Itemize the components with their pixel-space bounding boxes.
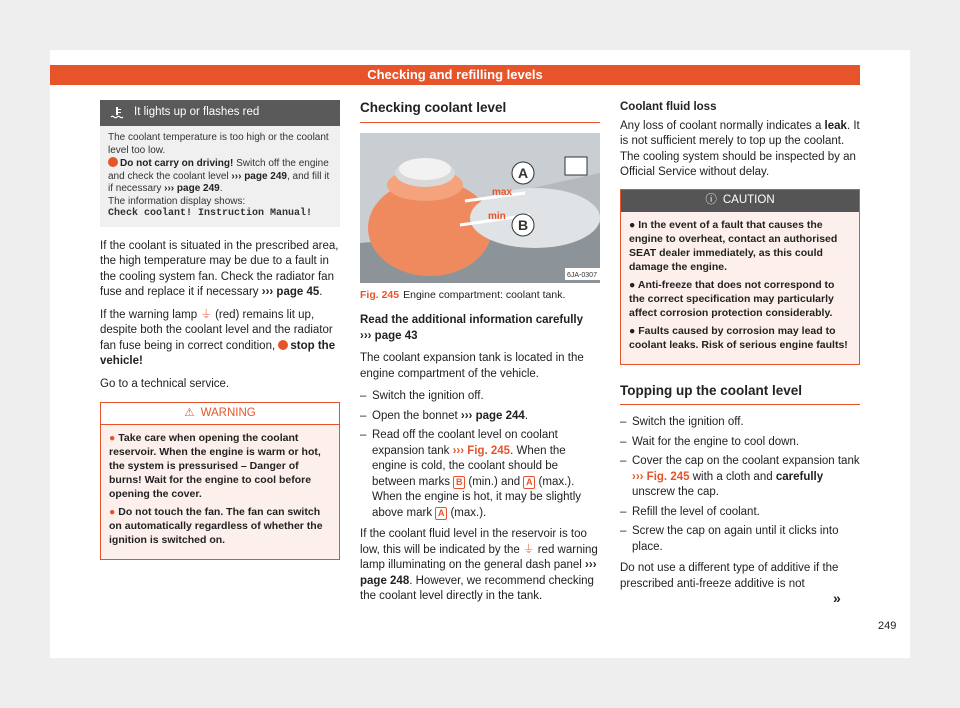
warning-box xyxy=(100,402,340,560)
coolant-warning-icon: ⏚ xyxy=(523,543,535,556)
paragraph-text: If the warning lamp xyxy=(100,308,198,321)
paragraph-text: red warning lamp illuminating on the general dash panel xyxy=(360,543,598,571)
page-number: 249 xyxy=(878,620,897,632)
paragraph: Go to a technical service. xyxy=(100,377,230,390)
step-text: (max.). xyxy=(447,506,487,519)
column-1 xyxy=(100,100,340,560)
bullet-icon: ● xyxy=(109,432,119,444)
figure-number: Fig. 245 xyxy=(360,288,400,301)
step-text: Read off the coolant level on coolant expansion tank xyxy=(372,429,558,457)
step-text: Switch the ignition off. xyxy=(372,390,484,402)
list-item xyxy=(629,278,851,320)
list-item-text: In the event of a fault that causes the engine to overheat, contact an authorised SEAT dealer immediately, as this could damage the engine. xyxy=(629,218,838,273)
info-circle-icon: ⓘ xyxy=(705,193,717,206)
list-item-text: Do not touch the fan. The fan can switch on automatically regardless of whether the ignition is switched on. xyxy=(109,506,323,546)
lamp-instruction xyxy=(108,157,334,196)
step: – Switch the ignition off. xyxy=(360,389,600,405)
step: – Screw the cap on again until it clicks into place. xyxy=(620,524,860,555)
mark-badge-a: A xyxy=(435,507,447,520)
coolant-warning-icon: ⏚ xyxy=(200,308,212,321)
warning-lamp-box xyxy=(100,100,340,227)
list-item-text: Anti-freeze that does not correspond to the correct specification may particularly affect corrosion protection considerably. xyxy=(629,278,835,319)
read-info xyxy=(360,313,600,344)
paragraph-text: . However, we recommend checking the coolant level directly in the tank. xyxy=(360,574,594,602)
paragraph-text: Any loss of coolant normally indicates a xyxy=(620,119,825,132)
list-item-text: Take care when opening the coolant reservoir. When the engine is warm or hot, the system is pressurised – Danger of burns! Wait for the engine to cool before opening the cover. xyxy=(109,432,321,500)
section-title: Checking coolant level xyxy=(360,100,600,123)
page-link[interactable]: ››› page 248 xyxy=(360,559,597,587)
continue-marker: » xyxy=(833,590,841,606)
paragraph: The coolant expansion tank is located in the engine compartment of the vehicle. xyxy=(360,352,584,380)
paragraph-text: (red) remains lit up, despite both the coolant level and the radiator fan fuse being in correct condition, xyxy=(100,308,333,352)
warning-header xyxy=(101,403,339,425)
caution-body xyxy=(621,212,859,364)
figure-code: 6JA-0307 xyxy=(567,271,597,279)
list-item xyxy=(109,431,331,501)
figure-caption-text: Engine compartment: coolant tank. xyxy=(403,288,566,301)
coolant-tank-illustration xyxy=(360,133,600,283)
bullet-icon: ● xyxy=(629,324,639,337)
caution-header xyxy=(621,190,859,212)
list-item xyxy=(629,324,851,352)
paragraph xyxy=(620,119,860,181)
page-link[interactable]: ››› page 249 xyxy=(164,183,220,194)
lamp-text-3: , and fill it if necessary xyxy=(108,170,330,194)
step: – Open the bonnet ››› page 244. xyxy=(360,409,529,422)
list-item xyxy=(109,505,331,547)
paragraph-text: If the coolant fluid level in the reservoir is too low, this will be indicated by the xyxy=(360,528,587,556)
figure-caption xyxy=(360,288,600,304)
step-text: (max.). When the engine is hot, it may be slightly above mark xyxy=(372,475,582,519)
figure-label-a: A xyxy=(518,164,529,181)
lamp-text-4: . xyxy=(219,183,223,194)
paragraph xyxy=(360,527,600,605)
subsection-title: Coolant fluid loss xyxy=(620,101,717,113)
column-2 xyxy=(360,100,600,612)
coolant-temperature-icon xyxy=(100,106,134,120)
figure-coolant-tank xyxy=(360,133,600,283)
mark-badge-a: A xyxy=(523,476,535,489)
paragraph: If the coolant is situated in the prescribed area, the high temperature may be due to a fault in the cooling system fan. Check the radiator fan fuse and replace it if necessary ››› page 45. xyxy=(100,239,339,298)
warning-body xyxy=(101,425,339,559)
paragraph-text: . It is not sufficient merely to top up the coolant. The cooling system should be inspected by an Official Service without delay. xyxy=(620,119,860,178)
bullet-icon: ● xyxy=(109,506,119,518)
lamp-text-2: Switch off the engine and check the coolant level xyxy=(108,158,329,182)
section-title: Topping up the coolant level xyxy=(620,383,860,406)
bullet-icon: ● xyxy=(629,278,638,291)
step-text: Cover the cap on the coolant expansion tank xyxy=(632,455,860,467)
paragraph-text: If the coolant is situated in the prescribed area, the high temperature may be due to a fault in the cooling system fan. Check the radiator fan fuse and replace it if necessary xyxy=(100,239,339,298)
page-link[interactable]: ››› page 249 xyxy=(231,170,287,182)
figure-label-b: B xyxy=(518,216,529,233)
figure-max-label: max xyxy=(492,186,513,198)
lamp-text: The coolant temperature is too high or the coolant level too low. xyxy=(108,132,329,156)
page-link[interactable]: ››› page 244 xyxy=(460,409,525,422)
step-text: (min.) and xyxy=(465,475,524,488)
figure-link[interactable]: ››› Fig. 245 xyxy=(452,444,511,457)
lamp-body xyxy=(100,126,340,227)
caution-box xyxy=(620,189,860,365)
step-text: . When the engine is cold, the coolant should be between marks xyxy=(372,444,566,488)
caution-title: CAUTION xyxy=(722,193,775,206)
step: – Switch the ignition off. xyxy=(620,415,860,431)
bold-text: carefully xyxy=(775,470,824,483)
step: – Refill the level of coolant. xyxy=(620,505,860,521)
display-label: The information display shows: xyxy=(108,195,246,207)
step-text: unscrew the cap. xyxy=(632,486,719,498)
lamp-heading: It lights up or flashes red xyxy=(134,106,260,119)
warning-triangle-icon: ⚠ xyxy=(184,406,195,419)
list-item-text: Faults caused by corrosion may lead to coolant leaks. Risk of serious engine faults! xyxy=(629,324,848,351)
step-text: . xyxy=(524,409,529,422)
step-text: Screw the cap on again until it clicks into place. xyxy=(632,525,839,553)
stop-text: stop the vehicle! xyxy=(100,339,336,367)
step-text: with a cloth and xyxy=(689,470,776,483)
list-item xyxy=(629,218,851,274)
paragraph: Do not use a different type of additive if the prescribed anti-freeze additive is not xyxy=(620,562,839,590)
step-text: Switch the ignition off. xyxy=(632,416,744,428)
figure-min-label: min xyxy=(488,210,506,222)
step-text: Open the bonnet xyxy=(372,409,461,422)
step: – Read off the coolant level on coolant expansion tank ››› Fig. 245. When the engine is cold, the coolant should be between marks B (min.) and A (max.). When the engine is hot, it may be slightly above mark A (max.). xyxy=(360,429,582,519)
step: – Cover the cap on the coolant expansion tank ››› Fig. 245 with a cloth and carefully unscrew the cap. xyxy=(620,455,860,498)
stop-label: Do not carry on driving! xyxy=(120,158,234,169)
paragraph xyxy=(100,308,340,370)
bold-text: leak xyxy=(824,119,847,132)
page-header: Checking and refilling levels xyxy=(50,65,860,85)
column-3 xyxy=(620,100,860,599)
page-link[interactable]: ››› page 43 xyxy=(360,329,418,342)
mark-badge-b: B xyxy=(453,476,465,489)
lamp-header xyxy=(100,100,340,126)
stop-icon xyxy=(108,157,118,167)
stop-icon xyxy=(278,340,288,350)
page-link[interactable]: ››› page 45 xyxy=(261,286,320,298)
figure-link[interactable]: ››› Fig. 245 xyxy=(632,470,690,483)
warning-title: WARNING xyxy=(200,406,256,419)
bullet-icon: ● xyxy=(629,218,639,231)
display-message: Check coolant! Instruction Manual! xyxy=(108,208,313,219)
step-text: Refill the level of coolant. xyxy=(632,505,760,518)
step-text: Wait for the engine to cool down. xyxy=(632,435,800,448)
read-info-text: Read the additional information carefully xyxy=(360,314,584,326)
step: – Wait for the engine to cool down. xyxy=(620,435,860,451)
